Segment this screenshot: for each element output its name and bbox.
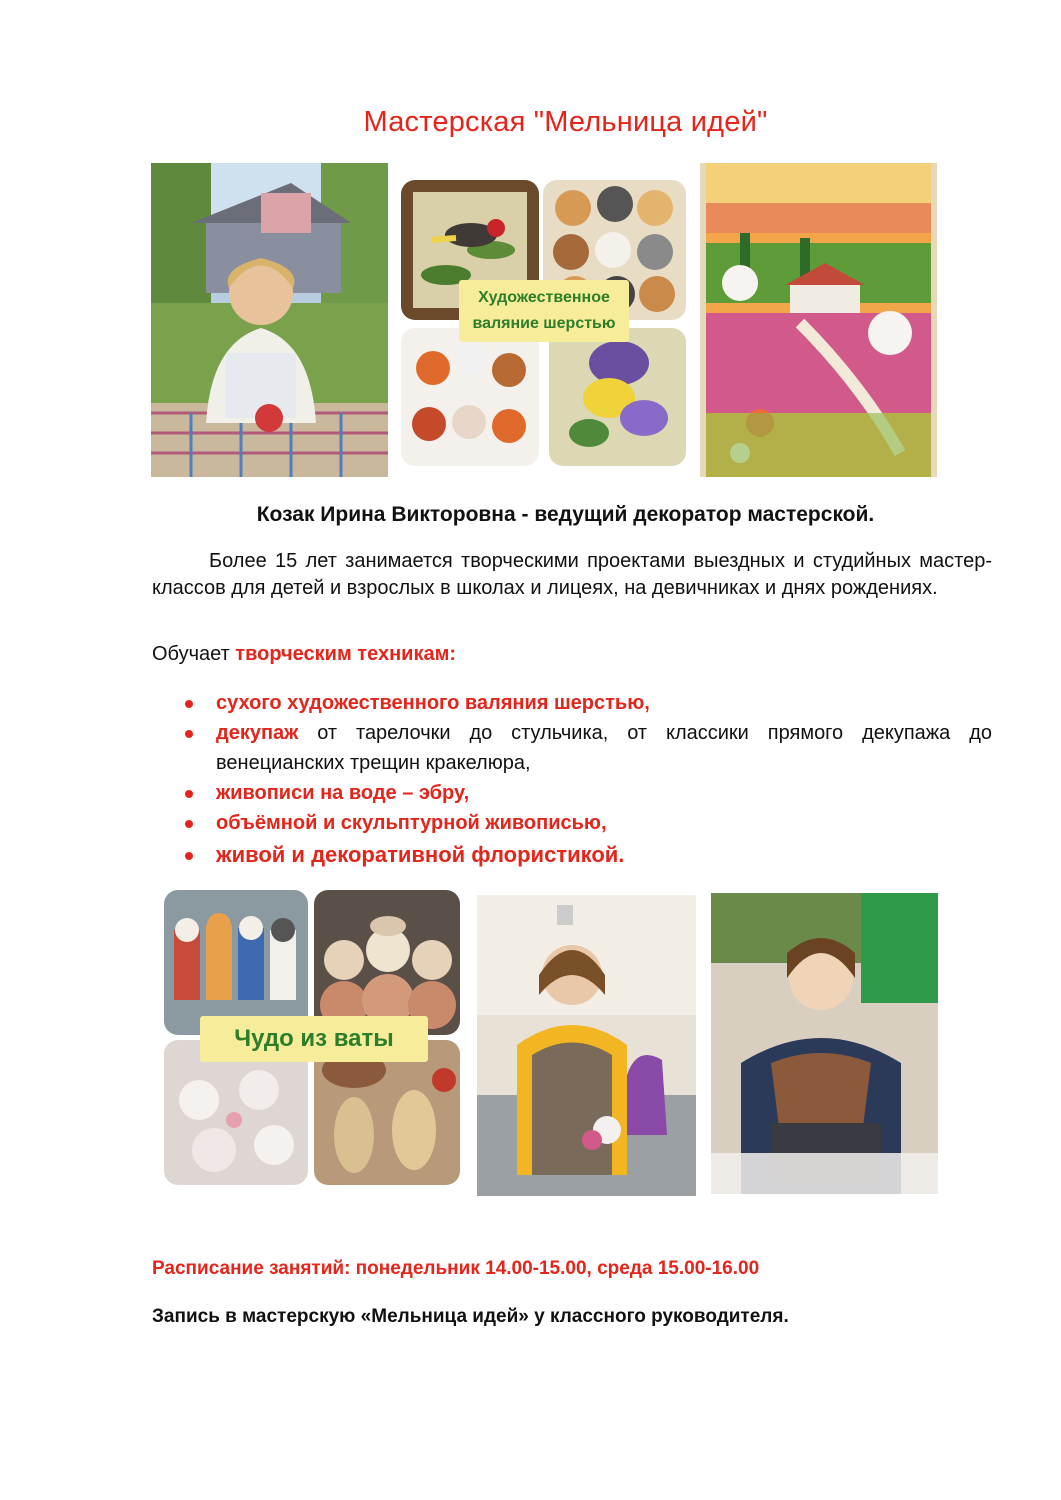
photo-girl-floristics (477, 895, 696, 1196)
teaches-line (152, 643, 456, 666)
bullet-icon (185, 730, 193, 738)
teaches-prefix: Обучает (152, 643, 236, 665)
felt-pansies (549, 328, 686, 466)
list-item (152, 808, 992, 838)
felt-toy-animals (401, 328, 539, 466)
technique-bold: декупаж (216, 722, 299, 744)
bullet-icon (185, 820, 193, 828)
bullet-icon (185, 852, 193, 860)
list-item (152, 688, 992, 718)
felt-label (459, 280, 629, 342)
teaches-highlight: творческим техникам: (235, 643, 457, 665)
felt-label-line2: валяние шерстью (472, 315, 616, 332)
schedule-text: Расписание занятий: понедельник 14.00-15.00, среда 15.00-16.00 (152, 1258, 760, 1279)
cotton-label: Чудо из ваты (200, 1016, 428, 1062)
technique-rest: от тарелочки до стульчика, от классики прямого декупажа до венецианских трещин кракелюра, (216, 722, 992, 774)
intro-paragraph (152, 548, 992, 602)
collage-felting (401, 180, 686, 466)
bullet-icon (185, 790, 193, 798)
photo-felt-landscape (700, 163, 937, 477)
signup-text: Запись в мастерскую «Мельница идей» у классного руководителя. (152, 1306, 789, 1327)
cotton-cats (164, 890, 308, 1035)
cotton-snowmen (314, 890, 460, 1035)
leader-heading: Козак Ирина Викторовна - ведущий декоратор мастерской. (256, 503, 875, 526)
felt-label-line1: Художественное (478, 289, 610, 306)
list-item (152, 778, 992, 808)
technique-bold: сухого художественного валяния шерстью, (216, 692, 650, 714)
intro-text: Более 15 лет занимается творческими проектами выездных и студийных мастер-классов для детей и взрослых в школах и лицеях, на девичниках и днях рождениях. (152, 550, 992, 599)
technique-bold: объёмной и скульптурной живописью, (216, 812, 607, 834)
collage-cotton (164, 890, 460, 1185)
bullet-icon (185, 700, 193, 708)
page-title: Мастерская "Мельница идей" (363, 106, 768, 138)
technique-bold: живописи на воде – эбру, (216, 782, 470, 804)
techniques-list (152, 688, 992, 872)
photo-leader-outdoor (151, 163, 388, 477)
list-item (152, 718, 992, 778)
list-item (152, 838, 992, 872)
photo-girl-decoupage (711, 893, 938, 1194)
technique-bold: живой и декоративной флористикой. (216, 842, 625, 867)
